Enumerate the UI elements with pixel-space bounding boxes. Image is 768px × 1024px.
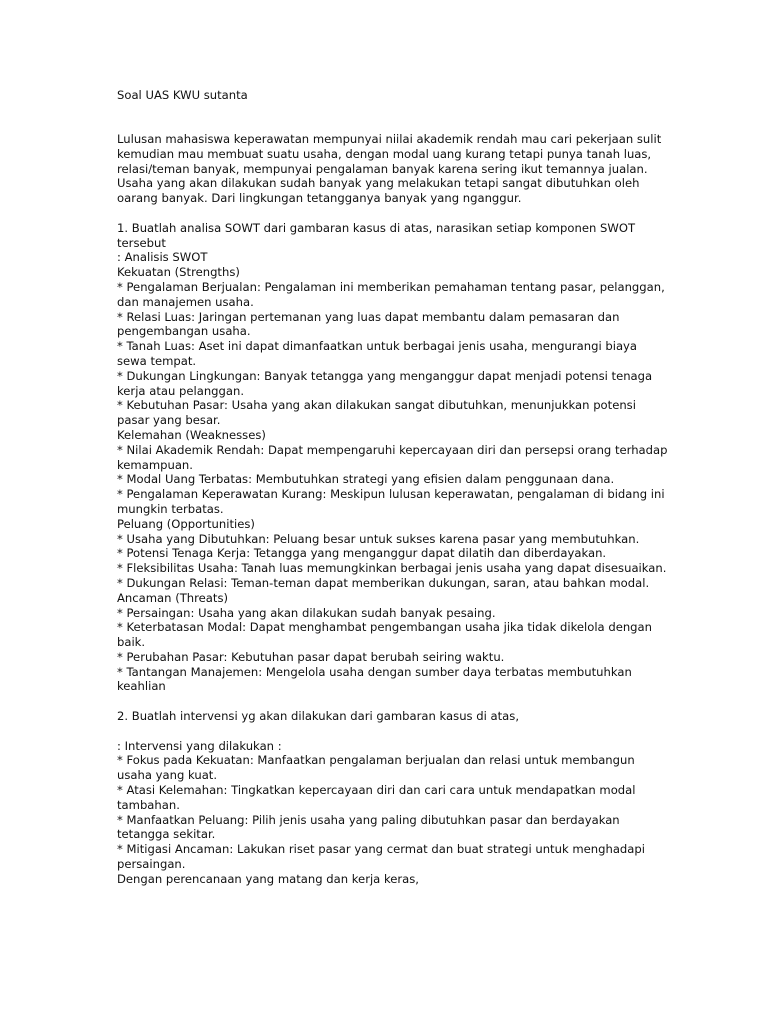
opportunity-item: * Dukungan Relasi: Teman-teman dapat memberikan dukungan, saran, atau bahkan modal. [117,575,650,590]
intervention-item: * Fokus pada Kekuatan: Manfaatkan pengalaman berjualan dan relasi untuk membangun usaha yang kuat. [117,753,635,783]
spacer [117,724,668,739]
intervention-item: * Atasi Kelemahan: Tingkatkan kepercayaan diri dan cari cara untuk mendapatkan modal tambahan. [117,783,636,812]
intervention-item: * Mitigasi Ancaman: Lakukan riset pasar yang cermat dan buat strategi untuk menghadapi persaingan. [117,842,645,872]
threat-item: * Perubahan Pasar: Kebutuhan pasar dapat berubah seiring waktu. [117,649,505,664]
question-2: 2. Buatlah intervensi yg akan dilakukan dari gambaran kasus di atas, [117,709,520,724]
weakness-item: * Pengalaman Keperawatan Kurang: Meskipun lulusan keperawatan, pengalaman di bidang ini mungkin terbatas. [117,487,665,516]
opportunities-title: Peluang (Opportunities) [117,516,255,531]
intervention-heading: : Intervensi yang dilakukan : [117,738,282,753]
swot-heading: : Analisis SWOT [117,250,208,265]
weaknesses-title: Kelemahan (Weaknesses) [117,427,266,442]
opportunity-item: * Usaha yang Dibutuhkan: Peluang besar untuk sukses karena pasar yang membutuhkan. [117,531,640,546]
question-1: 1. Buatlah analisa SOWT dari gambaran kasus di atas, narasikan setiap komponen SWOT tersebut [117,220,636,250]
weakness-item: * Nilai Akademik Rendah: Dapat mempengaruhi kepercayaan diri dan persepsi orang terhadap kemampuan. [117,442,668,472]
opportunity-item: * Potensi Tenaga Kerja: Tetangga yang menganggur dapat dilatih dan diberdayakan. [117,546,607,561]
threat-item: * Tantangan Manajemen: Mengelola usaha dengan sumber daya terbatas membutuhkan keahlian [117,664,632,694]
weakness-item: * Modal Uang Terbatas: Membutuhkan strategi yang efisien dalam penggunaan dana. [117,472,615,487]
spacer [117,206,668,221]
threat-item: * Persaingan: Usaha yang akan dilakukan sudah banyak pesaing. [117,605,496,620]
threats-title: Ancaman (Threats) [117,590,229,605]
closing-line: Dengan perencanaan yang matang dan kerja keras, [117,871,419,886]
intervention-item: * Manfaatkan Peluang: Pilih jenis usaha yang paling dibutuhkan pasar dan berdayakan tetangga sekitar. [117,812,620,842]
strength-item: * Tanah Luas: Aset ini dapat dimanfaatkan untuk berbagai jenis usaha, mengurangi biaya sewa tempat. [117,339,638,368]
opportunity-item: * Fleksibilitas Usaha: Tanah luas memungkinkan berbagai jenis usaha yang dapat disesuaikan. [117,561,667,576]
strength-item: * Dukungan Lingkungan: Banyak tetangga yang menganggur dapat menjadi potensi tenaga kerja atau pelanggan. [117,368,653,398]
spacer [117,103,668,132]
strength-item: * Relasi Luas: Jaringan pertemanan yang luas dapat membantu dalam pemasaran dan pengembangan usaha. [117,309,620,339]
threat-item: * Keterbatasan Modal: Dapat menghambat pengembangan usaha jika tidak dikelola dengan baik. [117,620,652,650]
spacer [117,694,668,709]
strength-item: * Pengalaman Berjualan: Pengalaman ini memberikan pemahaman tentang pasar, pelanggan, dan manajemen usaha. [117,279,665,309]
strength-item: * Kebutuhan Pasar: Usaha yang akan dilakukan sangat dibutuhkan, menunjukkan potensi pasar yang besar. [117,398,636,428]
document-title: Soal UAS KWU sutanta [117,88,248,102]
intro-paragraph: Lulusan mahasiswa keperawatan mempunyai niilai akademik rendah mau cari pekerjaan sulit kemudian mau membuat suatu usaha, dengan modal uang kurang tetapi punya tanah luas, relasi/teman banyak, mempunyai pengalaman banyak karena sering ikut temannya jualan. Usaha yang akan dilakukan sudah banyak yang melakukan tetapi sangat dibutuhkan oleh oarang banyak. Dari lingkungan tetangganya banyak yang nganggur. [117,132,662,206]
strengths-title: Kekuatan (Strengths) [117,265,240,280]
